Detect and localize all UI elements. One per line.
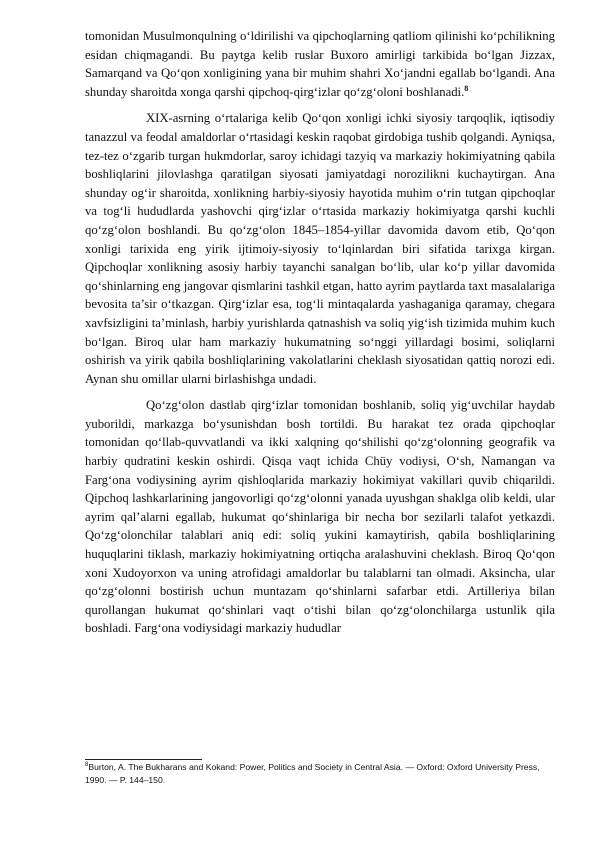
paragraph-1-text: tomonidan Musulmonqulning o‘ldirilishi va qipchoqlarning qatliom qilinishi ko‘pchilikning esidan chiqmagandi. Bu paytga kelib ruslar Buxoro amirligi tarkibida bo‘lgan Jizzax, Samarqand va Qo‘qon xonligining yana bir muhim shahri Xo‘jandni egallab bo‘lgandi. Ana shunday sharoitda xonga qarshi qipchoq-qirg‘izlar qo‘zg‘oloni boshlanadi. [85,29,555,99]
footnote [85,761,555,787]
paragraph-1 [85,27,555,101]
footnote-marker: 8 [85,762,89,769]
paragraph-2 [85,109,555,388]
footnote-text: Burton, A. The Bukharans and Kokand: Power, Politics and Society in Central Asia. — Oxford: Oxford University Press, 1990. — P. 144–150. [85,762,540,785]
footnote-divider [85,759,202,760]
paragraph-2-text: XIX-asrning o‘rtalariga kelib Qo‘qon xonligi ichki siyosiy tarqoqlik, iqtisodiy tanazzul va feodal amaldorlar o‘rtasidagi keskin raqobat girdobiga tushib qolgandi. Ayniqsa, tez-tez o‘zgarib turgan hukmdorlar, saroy ichidagi tazyiq va markaziy hokimiyatning qabila boshliqlarini jilovlashga qaratilgan siyosati jamiyatdagi norozilikni kuchaytirgan. Ana shunday og‘ir sharoitda, xonlikning harbiy-siyosiy hayotida muhim o‘rin tutgan qipchoqlar va tog‘li hududlarda yashovchi qirg‘izlar o‘rtasida markaziy hokimiyatga qarshi kuchli qo‘zg‘olon boshlandi. Bu qo‘zg‘olon 1845–1854-yillar davomida davom etib, Qo‘qon xonligi tarixida eng yirik ijtimoiy-siyosiy to‘lqinlardan biri sifatida tarixga kirgan. Qipchoqlar xonlikning asosiy harbiy tayanchi sanalgan bo‘lib, ular ko‘p yillar davomida qo‘shinlarning eng jangovar qismlarini tashkil etgan, hatto ayrim paytlarda taxt masalalariga bevosita ta’sir o‘tkazgan. Qirg‘izlar esa, tog‘li mintaqalarda yashaganiga qaramay, chegara xavfsizligini ta’minlash, harbiy yurishlarda qatnashish va soliq yig‘ish tizimida muhim kuch bo‘lgan. Biroq ular ham markaziy hukumatning so‘nggi yillardagi bosimi, soliqlarni oshirish va yirik qabila boshliqlarining vakolatlarini cheklash siyosatidan qattiq norozi edi. Aynan shu omillar ularni birlashishga undadi. [85,111,555,386]
footnote-reference: 8 [464,83,469,93]
paragraph-3-text: Qo‘zg‘olon dastlab qirg‘izlar tomonidan boshlanib, soliq yig‘uvchilar haydab yuborildi, markazga bo‘ysunishdan bosh tortildi. Bu harakat tez orada qipchoqlar tomonidan qo‘llab-quvvatlandi va ikki xalqning qo‘shilishi qo‘zg‘olonning geografik va harbiy qudratini keskin oshirdi. Qisqa vaqt ichida Chüy vodiysi, O‘sh, Namangan va Farg‘ona vodiysining ayrim qishloqlarida markaziy hokimiyat vakillari quvib chiqarildi. Qipchoq lashkarlarining jangovorligi qo‘zg‘olonni yanada uyushgan shaklga olib keldi, ular ayrim qal’alarni egallab, hukumat qo‘shinlariga bir necha bor sezilarli talafot yetkazdi. Qo‘zg‘olonchilar talablari aniq edi: soliq yukini kamaytirish, qabila boshliqlarining huquqlarini tiklash, markaziy hokimiyatning ortiqcha aralashuvini cheklash. Biroq Qo‘qon xoni Xudoyorxon va uning atrofidagi amaldorlar bu talablarni tan olmadi. Aksincha, ular qo‘zg‘olonni bostirish uchun muntazam qo‘shinlarni safarbar etdi. Artilleriya bilan qurollangan hukumat qo‘shinlari vaqt o‘tishi bilan qo‘zg‘olonchilarga ustunlik qila boshladi. Farg‘ona vodiysidagi markaziy hududlar [85,398,555,636]
paragraph-3 [85,396,555,638]
document-body [85,0,555,638]
